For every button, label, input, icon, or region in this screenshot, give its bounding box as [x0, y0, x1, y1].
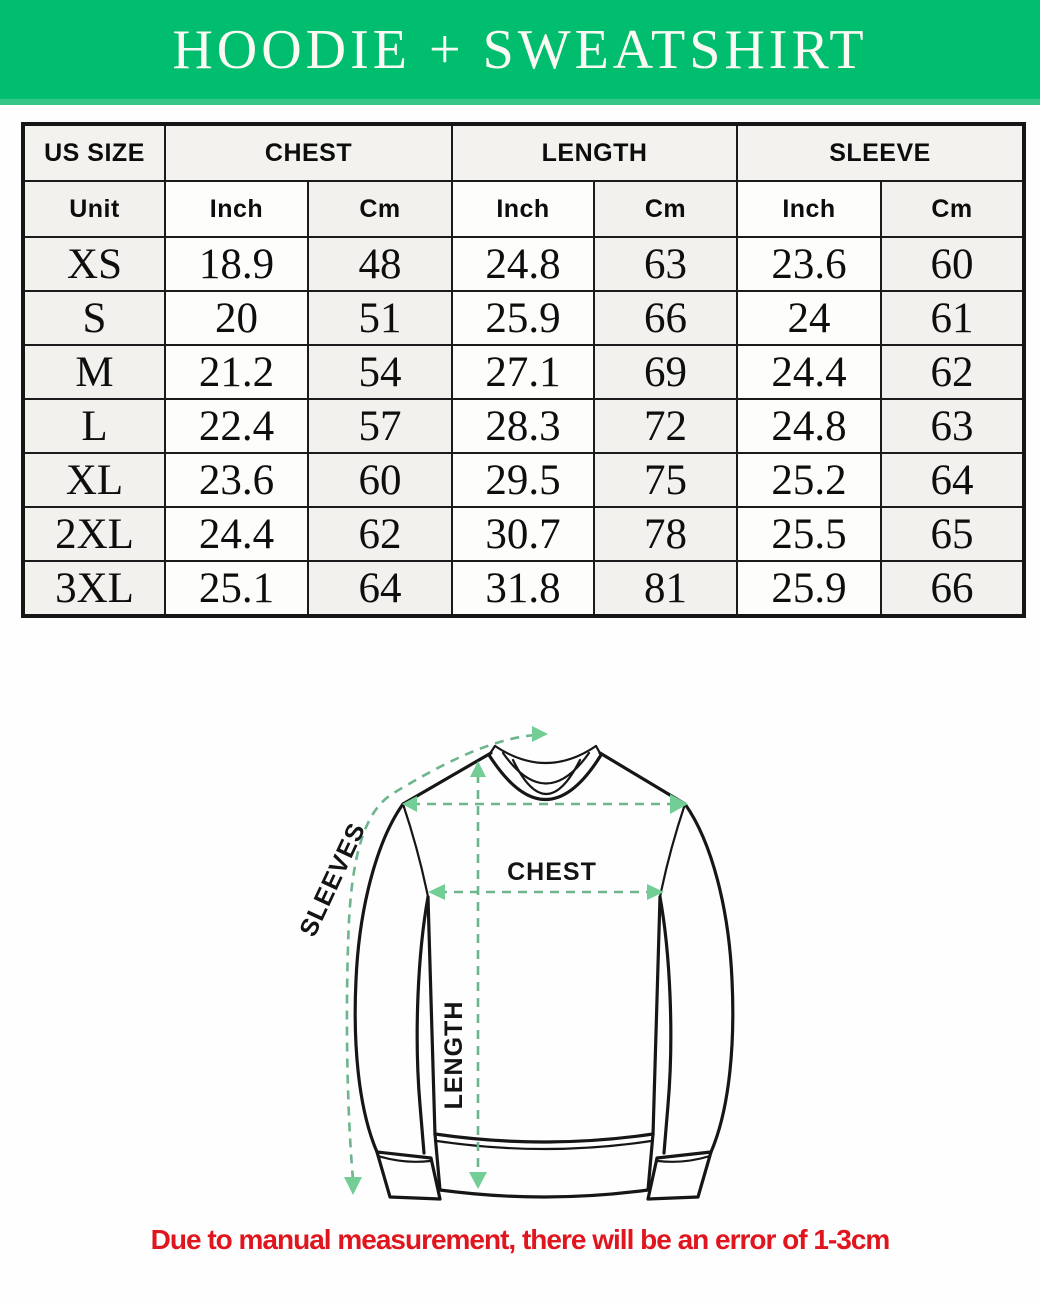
table-row-xl [23, 453, 1024, 507]
unit-inch: Inch [452, 181, 594, 237]
value-cell: 18.9 [165, 237, 308, 291]
size-cell: XS [23, 237, 165, 291]
value-cell: 62 [308, 507, 452, 561]
value-cell: 25.1 [165, 561, 308, 616]
value-cell: 63 [594, 237, 737, 291]
table-row-m [23, 345, 1024, 399]
chest-measure-arrow [428, 884, 664, 900]
table-row-l [23, 399, 1024, 453]
value-cell: 57 [308, 399, 452, 453]
sweatshirt-drawing [355, 746, 733, 1199]
sleeves-measure-arrow [344, 726, 548, 1195]
value-cell: 72 [594, 399, 737, 453]
size-cell: M [23, 345, 165, 399]
value-cell: 78 [594, 507, 737, 561]
table-row-3xl [23, 561, 1024, 616]
header-sleeve: SLEEVE [737, 124, 1024, 181]
value-cell: 69 [594, 345, 737, 399]
header-us-size: US SIZE [23, 124, 165, 181]
size-chart-table [21, 122, 1026, 618]
unit-cm: Cm [594, 181, 737, 237]
length-label: LENGTH [440, 1000, 468, 1110]
shoulder-measure-arrow [402, 794, 688, 814]
sleeves-label: SLEEVES [294, 818, 372, 941]
value-cell: 64 [308, 561, 452, 616]
value-cell: 21.2 [165, 345, 308, 399]
value-cell: 20 [165, 291, 308, 345]
length-measure-arrow [469, 761, 487, 1189]
unit-header-row [23, 181, 1024, 237]
value-cell: 54 [308, 345, 452, 399]
unit-inch: Inch [737, 181, 881, 237]
unit-inch: Inch [165, 181, 308, 237]
size-cell: 2XL [23, 507, 165, 561]
unit-cm: Cm [881, 181, 1024, 237]
value-cell: 75 [594, 453, 737, 507]
value-cell: 62 [881, 345, 1024, 399]
header-length: LENGTH [452, 124, 737, 181]
value-cell: 31.8 [452, 561, 594, 616]
value-cell: 24.8 [737, 399, 881, 453]
sweatshirt-measurement-diagram [290, 690, 810, 1210]
value-cell: 48 [308, 237, 452, 291]
value-cell: 65 [881, 507, 1024, 561]
page-title: HOODIE + SWEATSHIRT [172, 18, 868, 81]
value-cell: 66 [594, 291, 737, 345]
value-cell: 25.2 [737, 453, 881, 507]
chest-label: CHEST [507, 858, 597, 886]
size-cell: S [23, 291, 165, 345]
value-cell: 60 [881, 237, 1024, 291]
size-cell: L [23, 399, 165, 453]
value-cell: 51 [308, 291, 452, 345]
value-cell: 23.6 [737, 237, 881, 291]
table-row-2xl [23, 507, 1024, 561]
title-banner [0, 0, 1040, 105]
value-cell: 30.7 [452, 507, 594, 561]
value-cell: 22.4 [165, 399, 308, 453]
unit-label: Unit [23, 181, 165, 237]
measurement-note: Due to manual measurement, there will be an error of 1-3cm [150, 1224, 890, 1255]
value-cell: 27.1 [452, 345, 594, 399]
value-cell: 24.4 [165, 507, 308, 561]
value-cell: 25.9 [737, 561, 881, 616]
header-chest: CHEST [165, 124, 452, 181]
unit-cm: Cm [308, 181, 452, 237]
value-cell: 25.9 [452, 291, 594, 345]
value-cell: 64 [881, 453, 1024, 507]
size-cell: 3XL [23, 561, 165, 616]
value-cell: 81 [594, 561, 737, 616]
value-cell: 24.8 [452, 237, 594, 291]
size-cell: XL [23, 453, 165, 507]
value-cell: 60 [308, 453, 452, 507]
group-header-row [23, 124, 1024, 181]
value-cell: 29.5 [452, 453, 594, 507]
table-row-s [23, 291, 1024, 345]
value-cell: 24.4 [737, 345, 881, 399]
value-cell: 61 [881, 291, 1024, 345]
value-cell: 28.3 [452, 399, 594, 453]
value-cell: 23.6 [165, 453, 308, 507]
value-cell: 25.5 [737, 507, 881, 561]
value-cell: 24 [737, 291, 881, 345]
value-cell: 63 [881, 399, 1024, 453]
value-cell: 66 [881, 561, 1024, 616]
table-row-xs [23, 237, 1024, 291]
